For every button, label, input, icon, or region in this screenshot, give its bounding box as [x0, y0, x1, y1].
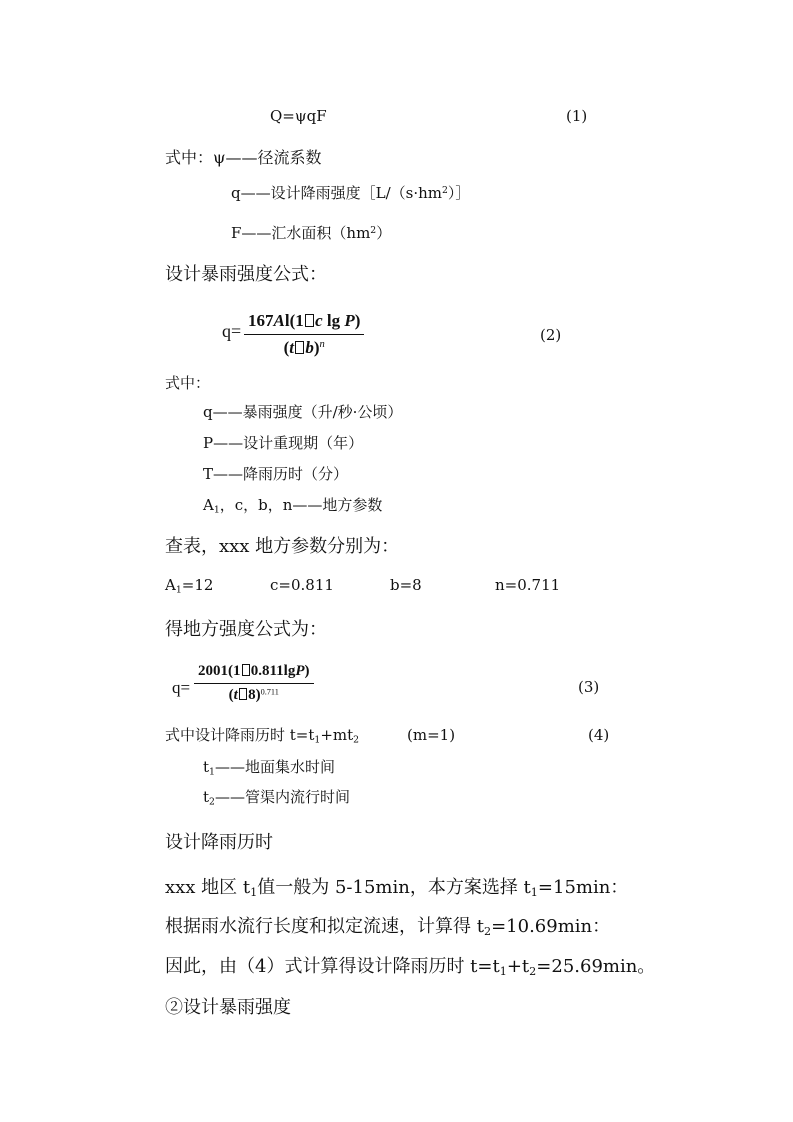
missing-glyph-box — [242, 664, 250, 676]
equation-3-fraction — [194, 663, 314, 704]
equation-3-lhs: q= — [172, 678, 191, 697]
where-item-p: P——设计重现期（年） — [203, 434, 364, 452]
equation-4: 式中设计降雨历时 $t=t_1+mt_2$ — [165, 726, 360, 746]
t2-definition: $t_2——$管渠内流行时间 — [203, 788, 350, 808]
equation-4-condition: (m=1) — [407, 726, 456, 744]
equation-2-numerator: 167Al(1 c lg P) — [248, 311, 361, 330]
design-rainstorm-heading: ②设计暴雨强度 — [165, 997, 291, 1018]
lookup-heading: 查表，xxx 地方参数分别为： — [165, 536, 400, 557]
param-n: n=0.711 — [495, 576, 561, 594]
equation-1-number: (1) — [566, 107, 588, 125]
where-item-q: q——暴雨强度（升/秒·公顷） — [203, 403, 403, 421]
equation-3-denominator: (t 8)$^{0.711}$ — [228, 687, 279, 703]
missing-glyph-box — [239, 688, 247, 700]
missing-glyph-box — [305, 314, 314, 327]
equation-1-formula: Q=ψqF — [270, 107, 327, 125]
equation-2-lhs: q= — [222, 321, 242, 341]
local-formula-heading: 得地方强度公式为： — [165, 619, 327, 640]
equation-2-fraction-bar — [244, 334, 364, 335]
equation-3-fraction-bar — [194, 683, 314, 684]
where-f-definition: F——汇水面积$(hm^2)$ — [231, 224, 392, 242]
equation-2-number: (2) — [540, 326, 562, 344]
equation-4-number: (4) — [588, 726, 610, 744]
where-item-t: T——降雨历时（分） — [203, 465, 349, 483]
equation-2-fraction — [244, 311, 364, 358]
where-label: 式中： — [165, 374, 211, 392]
where-q-definition: q——设计降雨强度$[L/(s\cdot hm^2)]$ — [231, 184, 471, 202]
missing-glyph-box — [295, 341, 304, 354]
duration-heading: 设计降雨历时 — [165, 832, 273, 853]
where-psi-definition: 式中：ψ——径流系数 — [165, 148, 322, 167]
equation-2-denominator: (t b)$^n$ — [283, 338, 325, 357]
paragraph-line-3: 因此，由（4）式计算得设计降雨历时 $t=t_1+t_2=25.69\min$。 — [165, 956, 656, 978]
t1-definition: $t_1——$地面集水时间 — [203, 758, 335, 778]
where-item-params: $A_1$，c，b，n——地方参数 — [203, 496, 383, 516]
param-b: b=8 — [390, 576, 422, 594]
paragraph-line-1: xxx 地区 $t_1$值一般为 5-15min，本方案选择 $t_1=15\min$： — [165, 877, 629, 899]
param-a1: $A_1=12$ — [165, 576, 214, 596]
param-c: c=0.811 — [270, 576, 334, 594]
formula-heading: 设计暴雨强度公式： — [165, 264, 327, 285]
equation-1 — [270, 109, 327, 124]
equation-3-numerator: 2001(1 0.811lgP) — [198, 663, 310, 679]
equation-3-number: (3) — [578, 678, 600, 696]
paragraph-line-2: 根据雨水流行长度和拟定流速，计算得 $t_2=10.69\min$： — [165, 916, 611, 938]
